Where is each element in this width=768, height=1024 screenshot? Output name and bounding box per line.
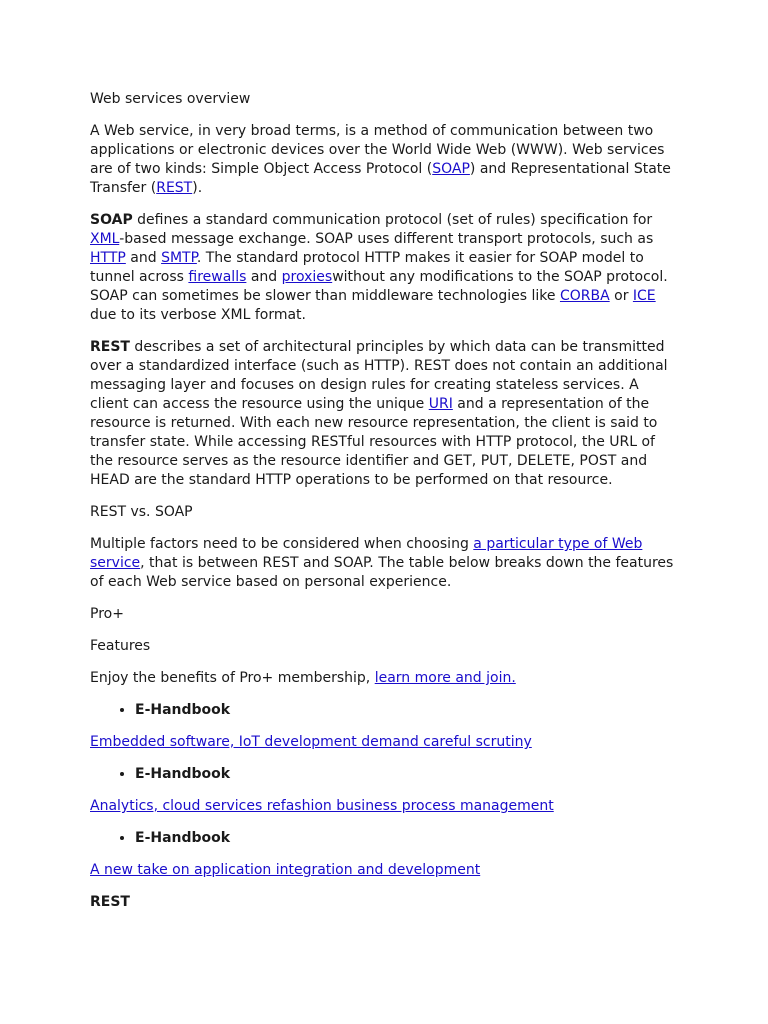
handbook-list: [90, 829, 680, 848]
xml-link[interactable]: XML: [90, 231, 120, 247]
corba-link[interactable]: CORBA: [559, 288, 610, 304]
rest-vs-soap-heading: REST vs. SOAP: [90, 504, 193, 520]
smtp-link[interactable]: SMTP: [161, 250, 197, 266]
ice-link[interactable]: ICE: [632, 288, 656, 304]
handbook-link[interactable]: Analytics, cloud services refashion business process management: [90, 798, 554, 814]
rest-term: REST: [90, 339, 130, 355]
proxies-link[interactable]: proxies: [281, 269, 333, 285]
handbook-item: [90, 733, 680, 752]
rest-link[interactable]: REST: [156, 180, 193, 196]
soap-paragraph: SOAP defines a standard communication protocol (set of rules) specification for XML-based message exchange. SOAP uses different transport protocols, such as HTTP and SMTP. The standard protocol HTTP makes it easier for SOAP model to tunnel across firewalls and proxieswithout any modifications to the SOAP protocol. SOAP can sometimes be slower than middleware technologies like CORBA or ICE due to its verbose XML format.: [90, 212, 668, 323]
learn-more-join-link[interactable]: learn more and join.: [374, 670, 516, 686]
factors-paragraph: Multiple factors need to be considered when choosing a particular type of Web service, that is between REST and SOAP. The table below breaks down the features of each Web service based on personal experience.: [90, 536, 674, 590]
soap-link[interactable]: SOAP: [432, 161, 470, 177]
final-heading: REST: [90, 894, 130, 910]
firewalls-link[interactable]: firewalls: [188, 269, 247, 285]
uri-link[interactable]: URI: [428, 396, 453, 412]
handbook-label: • E-Handbook: [135, 829, 680, 848]
handbook-link[interactable]: A new take on application integration and development: [90, 862, 481, 878]
soap-term: SOAP: [90, 212, 133, 228]
section-heading: Web services overview: [90, 91, 251, 107]
handbook-label: • E-Handbook: [135, 701, 680, 720]
web-service-type-link[interactable]: a particular type of Web service: [90, 536, 643, 571]
benefits-paragraph: Enjoy the benefits of Pro+ membership, learn more and join.: [90, 670, 516, 686]
handbook-label: • E-Handbook: [135, 765, 680, 784]
handbook-list: [90, 765, 680, 784]
handbook-item: [90, 797, 680, 816]
handbook-list: [90, 701, 680, 720]
handbook-item: [90, 861, 680, 880]
document-page: [90, 90, 680, 925]
pro-plus-label: Pro+: [90, 606, 124, 622]
rest-paragraph: REST describes a set of architectural principles by which data can be transmitted over a standardized interface (such as HTTP). REST does not contain an additional messaging layer and focuses on design rules for creating stateless services. A client can access the resource using the unique URI and a representation of the resource is returned. With each new resource representation, the client is said to transfer state. While accessing RESTful resources with HTTP protocol, the URL of the resource serves as the resource identifier and GET, PUT, DELETE, POST and HEAD are the standard HTTP operations to be performed on that resource.: [90, 339, 668, 488]
http-link[interactable]: HTTP: [90, 250, 126, 266]
handbook-link[interactable]: Embedded software, IoT development demand careful scrutiny: [90, 734, 532, 750]
intro-paragraph: A Web service, in very broad terms, is a method of communication between two applications or electronic devices over the World Wide Web (WWW). Web services are of two kinds: Simple Object Access Protocol (SOAP) and Representational State Transfer (REST).: [90, 123, 671, 196]
features-label: Features: [90, 638, 151, 654]
